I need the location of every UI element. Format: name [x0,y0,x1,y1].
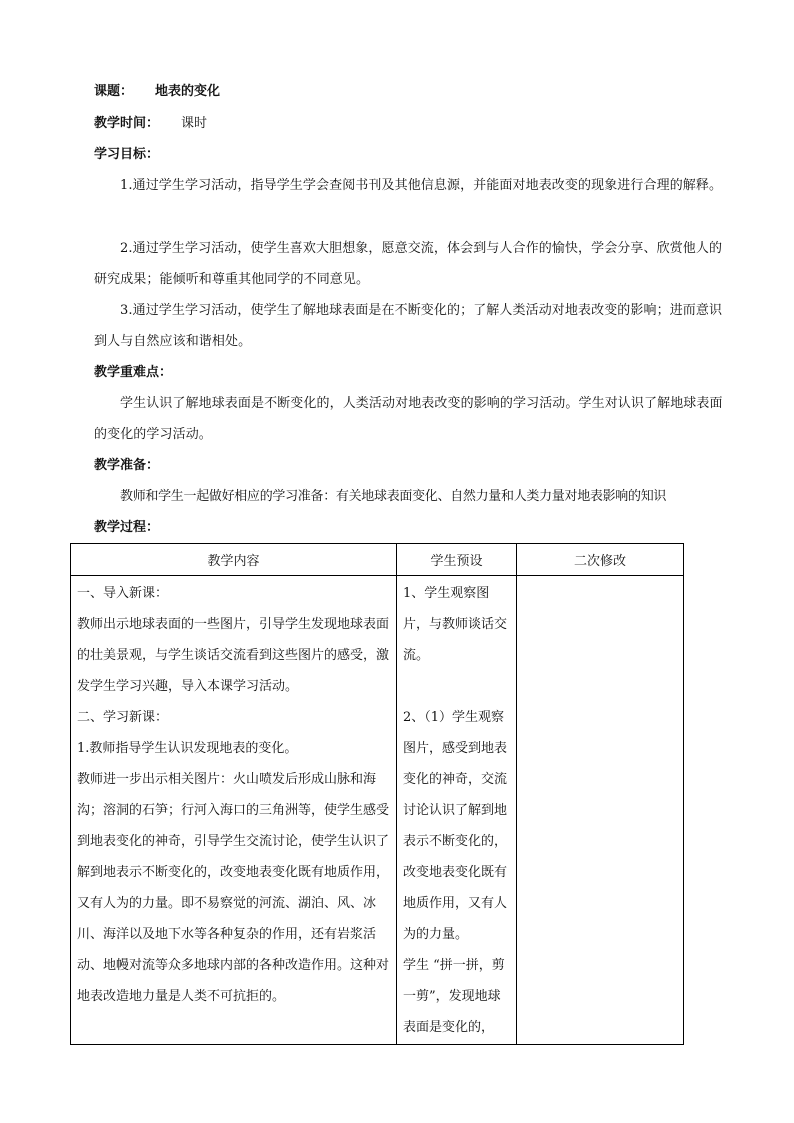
goal-3: 3.通过学生学习活动，使学生了解地球表面是在不断变化的；了解人类活动对地表改变的影响；进而意识到人与自然应该和谐相处。 [94,303,723,349]
goal-2: 2.通过学生学习活动，使学生喜欢大胆想象，愿意交流，体会到与人合作的愉快，学会分享、欣赏他人的研究成果；能倾听和尊重其他同学的不同意见。 [94,241,723,287]
time-label: 教学时间： [94,116,160,131]
preparation-text: 教师和学生一起做好相应的学习准备：有关地球表面变化、自然力量和人类力量对地表影响的知识 [120,489,667,504]
goals-label: 学习目标： [94,147,160,162]
goal-1: 1.通过学生学习活动，指导学生学会查阅书刊及其他信息源，并能面对地表改变的现象进行合理的解释。 [120,178,723,193]
key-points-text: 学生认识了解地球表面是不断变化的，人类活动对地表改变的影响的学习活动。学生对认识了解地球表面的变化的学习活动。 [94,396,723,442]
revision-notes [517,576,683,578]
content-text [71,576,396,1012]
content-cell [71,576,397,1045]
new-lesson-title: 二、学习新课： [77,710,169,725]
new-lesson-text: 教师进一步出示相关图片：火山喷发后形成山脉和海沟；溶洞的石笋；行河入海口的三角洲等，使学生感受到地表变化的神奇，引导学生交流讨论，使学生认识了解到地表示不断变化的，改变地表变化既有地质作用，又有人为的力量。即不易察觉的河流、湖泊、风、冰川、海洋以及地下水等各种复杂的作用，还有岩浆活动、地幔对流等众多地球内部的各种改造作用。这种对地表改造地力量是人类不可抗拒的。 [77,772,390,1004]
student-notes [397,576,516,1043]
new-lesson-point-1: 1.教师指导学生认识发现地表的变化。 [77,741,298,756]
table-row [71,576,684,1045]
column-header-student: 学生预设 [397,544,517,576]
intro-text: 教师出示地球表面的一些图片，引导学生发现地球表面的壮美景观，与学生谈话交流看到这些图片的感受，激发学生学习兴趣，导入本课学习活动。 [77,617,390,694]
lesson-table [70,543,684,1045]
student-note-3: 学生 “拼一拼，剪一剪”，发现地球表面是变化的， [403,958,505,1035]
topic-line [94,84,724,100]
topic-label: 课题： [94,84,134,99]
process-label: 教学过程： [94,520,160,535]
time-line [94,116,724,132]
time-value: 课时 [181,116,208,131]
topic-value: 地表的变化 [155,84,221,99]
student-cell [397,576,517,1045]
intro-title: 一、导入新课： [77,586,169,601]
student-note-2: 2、（1）学生观察图片，感受到地表变化的神奇，交流讨论认识了解到地表示不断变化的，改变地表变化既有地质作用，又有人为的力量。 [403,710,508,942]
revision-cell [517,576,684,1045]
preparation-label: 教学准备： [94,458,160,473]
table-header-row [71,544,684,576]
column-header-content: 教学内容 [71,544,397,576]
column-header-revision: 二次修改 [517,544,684,576]
key-points-label: 教学重难点： [94,365,173,380]
student-note-1: 1、学生观察图片，与教师谈话交流。 [403,586,508,663]
